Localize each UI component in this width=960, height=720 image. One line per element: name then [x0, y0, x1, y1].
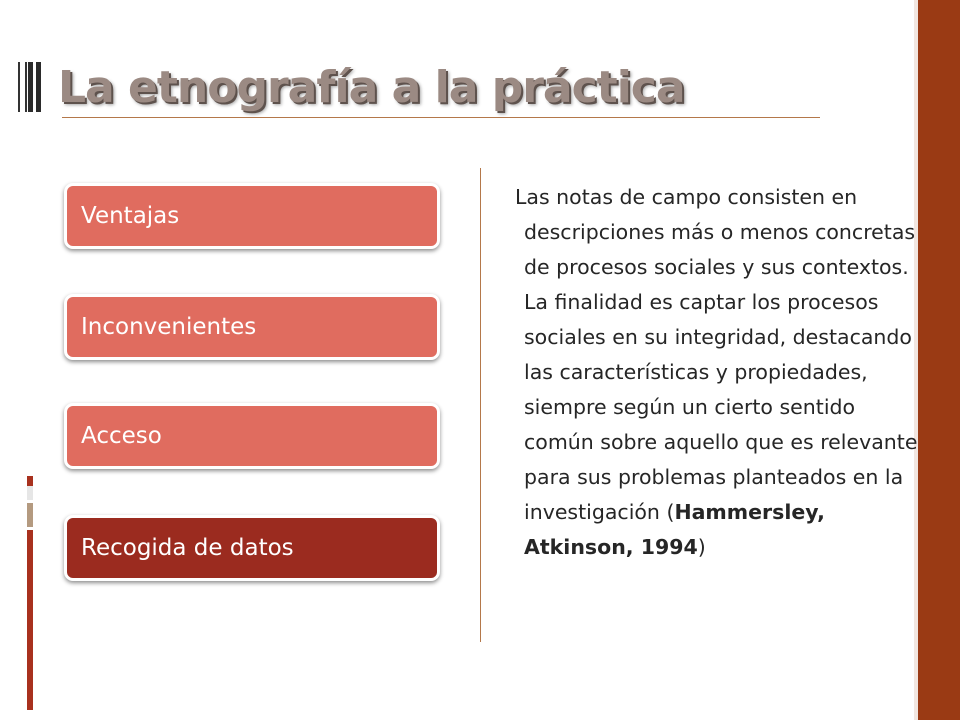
recogida-de-datos-button[interactable]: Recogida de datos [64, 515, 440, 581]
title-decoration-bar [18, 62, 27, 112]
citation: Hammersley, Atkinson, 1994 [524, 500, 825, 559]
title-underline [62, 117, 820, 118]
left-decoration-line [27, 530, 33, 710]
left-decoration-line [27, 476, 33, 486]
paragraph-closing: ) [697, 535, 706, 559]
acceso-button[interactable]: Acceso [64, 403, 440, 469]
ventajas-button[interactable]: Ventajas [64, 183, 440, 249]
title-decoration-bar [36, 62, 41, 112]
title-decoration-bar [28, 62, 33, 112]
left-decoration-line [27, 503, 33, 527]
content-divider [480, 168, 481, 642]
inconvenientes-button[interactable]: Inconvenientes [64, 294, 440, 360]
left-decoration-line [27, 486, 33, 500]
slide-title: La etnografía a la práctica [58, 62, 685, 113]
field-notes-paragraph [508, 180, 928, 565]
paragraph-text: Las notas de campo consisten en descripciones más o menos concretas de procesos sociales y sus contextos. La finalidad es captar los procesos sociales en su integridad, destacando las características y propiedades, siempre según un cierto sentido común sobre aquello que es relevante para sus problemas planteados en la investigación ( [515, 185, 918, 524]
